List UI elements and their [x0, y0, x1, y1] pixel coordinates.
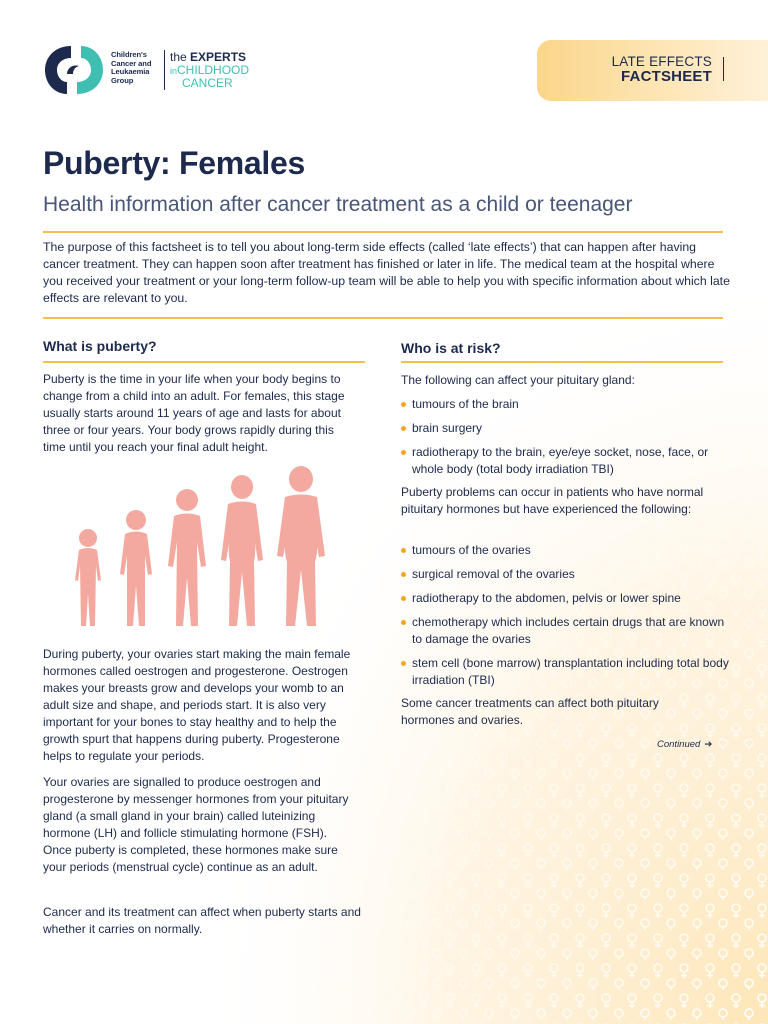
growth-stages-illustration [70, 462, 340, 632]
figure-child-small [75, 529, 101, 626]
list-item: stem cell (bone marrow) transplantation including total body irradiation (TBI) [401, 655, 731, 689]
list-item: tumours of the brain [401, 396, 731, 413]
puberty-paragraph-1: Puberty is the time in your life when your body begins to change from a child into an adult. For females, this stage usually starts around 11 years of age and lasts for about three or four years. Your body grows rapidly during this time until you reach your final adult height. [43, 372, 345, 454]
puberty-paragraph-3: Your ovaries are signalled to produce oestrogen and progesterone by messenger hormones from your pituitary gland (a small gland in your brain) called luteinizing hormone (LH) and follicle stimulating hormone (FSH). Once puberty is completed, these hormones make sure your periods (menstrual cycle) continue as an adult. [43, 775, 349, 874]
intro-paragraph: The purpose of this factsheet is to tell you about long-term side effects (called ‘late effects’) that can happen after having cancer treatment. They can happen soon after treatment has finished or later in life. The medical team at the hospital where you received your treatment or your long-term follow-up team will be able to help you with specific information about which late effects are relevant to you. [43, 240, 730, 305]
list-item: tumours of the ovaries [401, 542, 731, 559]
pituitary-risk-list [401, 396, 731, 485]
page-title: Puberty: Females [43, 145, 305, 181]
ovary-risk-list [401, 542, 731, 696]
page-subtitle: Health information after cancer treatment as a child or teenager [43, 193, 633, 216]
org-name: Children's Cancer and Leukaemia Group [111, 50, 152, 85]
tagline: the EXPERTS inCHILDHOOD CANCER [170, 50, 250, 90]
list-item: surgical removal of the ovaries [401, 566, 731, 583]
section-heading-who-is-at-risk: Who is at risk? [401, 340, 501, 356]
title-rule [43, 231, 723, 233]
list-item: radiotherapy to the brain, eye/eye socket, nose, face, or whole body (total body irradiation TBI) [401, 444, 731, 478]
list-item: brain surgery [401, 420, 731, 437]
continued-label: Continued ➔ [657, 739, 713, 750]
puberty-paragraph-4: Cancer and its treatment can affect when puberty starts and whether it carries on normally. [43, 905, 361, 936]
left-heading-rule [43, 361, 365, 363]
figure-adult [277, 466, 325, 626]
right-heading-rule [401, 361, 723, 363]
list-item: chemotherapy which includes certain drugs that are known to damage the ovaries [401, 614, 731, 648]
arrow-right-icon: ➔ [704, 739, 713, 750]
figure-teen [221, 475, 263, 626]
figure-child [120, 510, 152, 626]
list-item: radiotherapy to the abdomen, pelvis or lower spine [401, 590, 731, 607]
intro-rule [43, 317, 723, 319]
risk-paragraph-3: Some cancer treatments can affect both pituitary hormones and ovaries. [401, 696, 659, 727]
tag-line2: FACTSHEET [621, 68, 712, 85]
tag-line1: LATE EFFECTS [611, 54, 712, 69]
figure-preteen [168, 489, 206, 626]
puberty-paragraph-2: During puberty, your ovaries start making the main female hormones called oestrogen and progesterone. Oestrogen makes your breasts grow and develops your womb to an adult size and shape, and periods start. It is also very important for your bones to stay healthy and to help the growth spurt that happens during puberty. Progesterone helps to regulate your periods. [43, 647, 351, 763]
risk-paragraph-1: The following can affect your pituitary gland: [401, 373, 635, 387]
risk-paragraph-2: Puberty problems can occur in patients who have normal pituitary hormones but have experienced the following: [401, 485, 704, 516]
section-heading-what-is-puberty: What is puberty? [43, 338, 157, 354]
